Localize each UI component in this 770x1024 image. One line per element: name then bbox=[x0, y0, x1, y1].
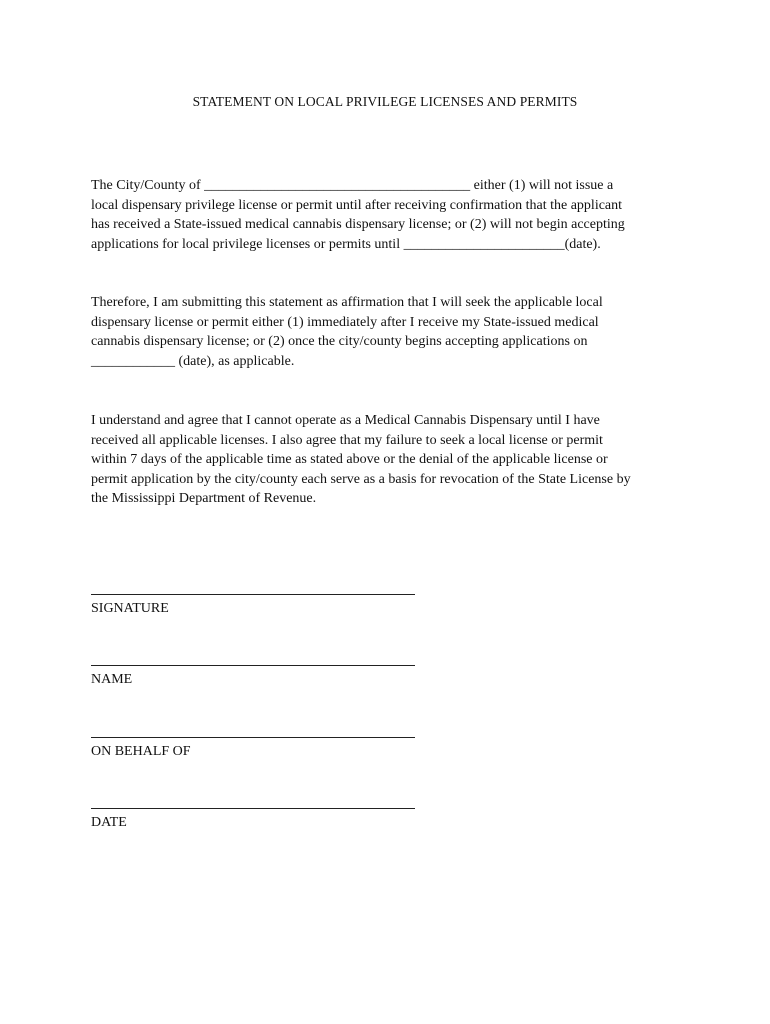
paragraph-line: cannabis dispensary license; or (2) once the city/county begins accepting applications on bbox=[91, 334, 588, 350]
name-line[interactable] bbox=[91, 665, 415, 666]
paragraph-local-issuance bbox=[91, 176, 691, 254]
on-behalf-of-line[interactable] bbox=[91, 737, 415, 738]
paragraph-line: local dispensary privilege license or permit until after receiving confirmation that the applicant bbox=[91, 197, 623, 213]
name-label: NAME bbox=[91, 672, 133, 687]
signature-field bbox=[91, 594, 421, 617]
paragraph-line: the Mississippi Department of Revenue. bbox=[91, 491, 317, 507]
paragraph-line: has received a State-issued medical cannabis dispensary license; or (2) will not begin accepting bbox=[91, 217, 625, 233]
on-behalf-of-field bbox=[91, 737, 421, 760]
on-behalf-of-label: ON BEHALF OF bbox=[91, 744, 191, 759]
paragraph-line: I understand and agree that I cannot operate as a Medical Cannabis Dispensary until I have bbox=[91, 413, 600, 428]
signature-label: SIGNATURE bbox=[91, 601, 169, 616]
name-field bbox=[91, 665, 421, 688]
paragraph-line: ____________ (date), as applicable. bbox=[91, 353, 295, 369]
signature-line[interactable] bbox=[91, 594, 415, 595]
paragraph-agreement bbox=[91, 411, 691, 509]
paragraph-line: within 7 days of the applicable time as stated above or the denial of the applicable license or bbox=[91, 452, 608, 468]
paragraph-line: received all applicable licenses. I also agree that my failure to seek a local license or permit bbox=[91, 432, 603, 448]
paragraph-line: Therefore, I am submitting this statement as affirmation that I will seek the applicable local bbox=[91, 295, 603, 310]
paragraph-line: applications for local privilege licenses or permits until _______________________(date). bbox=[91, 236, 601, 252]
paragraph-affirmation bbox=[91, 293, 691, 371]
paragraph-line: dispensary license or permit either (1) immediately after I receive my State-issued medical bbox=[91, 314, 599, 330]
paragraph-line: permit application by the city/county each serve as a basis for revocation of the State License by bbox=[91, 471, 631, 487]
document-title: STATEMENT ON LOCAL PRIVILEGE LICENSES AND PERMITS bbox=[192, 94, 578, 109]
paragraph-line: The City/County of ______________________________________ either (1) will not issue a bbox=[91, 178, 614, 193]
date-line[interactable] bbox=[91, 808, 415, 809]
date-field bbox=[91, 808, 421, 831]
date-label: DATE bbox=[91, 815, 127, 830]
